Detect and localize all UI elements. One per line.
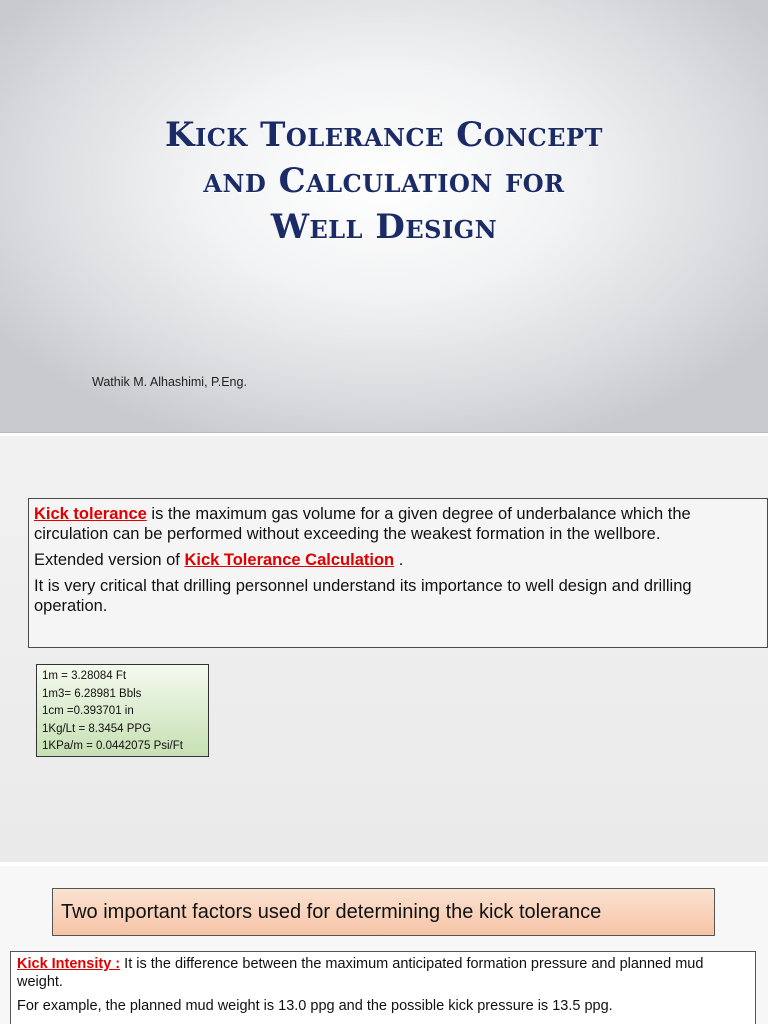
extended-version-paragraph <box>34 550 759 570</box>
definition-paragraph <box>34 504 759 544</box>
conversion-item: 1Kg/Lt = 8.3454 PPG <box>42 722 152 735</box>
conversion-item: 1KPa/m = 0.0442075 Psi/Ft <box>42 740 183 752</box>
conversion-item: 1m3= 6.28981 Bbls <box>42 687 142 700</box>
definition-slide <box>0 436 768 862</box>
title-slide <box>0 0 768 433</box>
kick-intensity-text: It is the difference between the maximum anticipated formation pressure and planned mud weight. <box>17 956 704 990</box>
definition-text: is the maximum gas volume for a given degree of underbalance which the circulation can be performed without exceeding the weakest formation in the wellbore. <box>34 505 691 543</box>
extended-prefix: Extended version of <box>34 551 185 569</box>
title-line-2: and Calculation for <box>203 161 565 201</box>
kick-intensity-paragraph <box>17 955 749 991</box>
author-name: Wathik M. Alhashimi, P.Eng. <box>92 375 247 389</box>
conversion-item: 1m = 3.28084 Ft <box>42 670 127 682</box>
kick-tolerance-calculation-link[interactable]: Kick Tolerance Calculation <box>184 551 395 569</box>
critical-paragraph: It is very critical that drilling personnel understand its importance to well design and drilling operation. <box>34 577 692 615</box>
example-paragraph: For example, the planned mud weight is 13.0 ppg and the possible kick pressure is 13.5 ppg. <box>17 998 613 1014</box>
conversion-item: 1cm =0.393701 in <box>42 705 134 717</box>
title-line-3: Well Design <box>270 207 498 247</box>
factors-slide <box>0 866 768 1024</box>
definition-box <box>28 498 768 648</box>
slide-title <box>0 112 768 250</box>
extended-suffix: . <box>394 551 404 569</box>
factors-heading: Two important factors used for determining the kick tolerance <box>52 888 715 936</box>
title-line-1: Kick Tolerance Concept <box>165 115 603 155</box>
kick-intensity-box <box>10 951 756 1024</box>
kick-tolerance-term: Kick tolerance <box>34 505 147 523</box>
conversion-box <box>36 664 209 757</box>
kick-intensity-label: Kick Intensity : <box>17 956 121 972</box>
